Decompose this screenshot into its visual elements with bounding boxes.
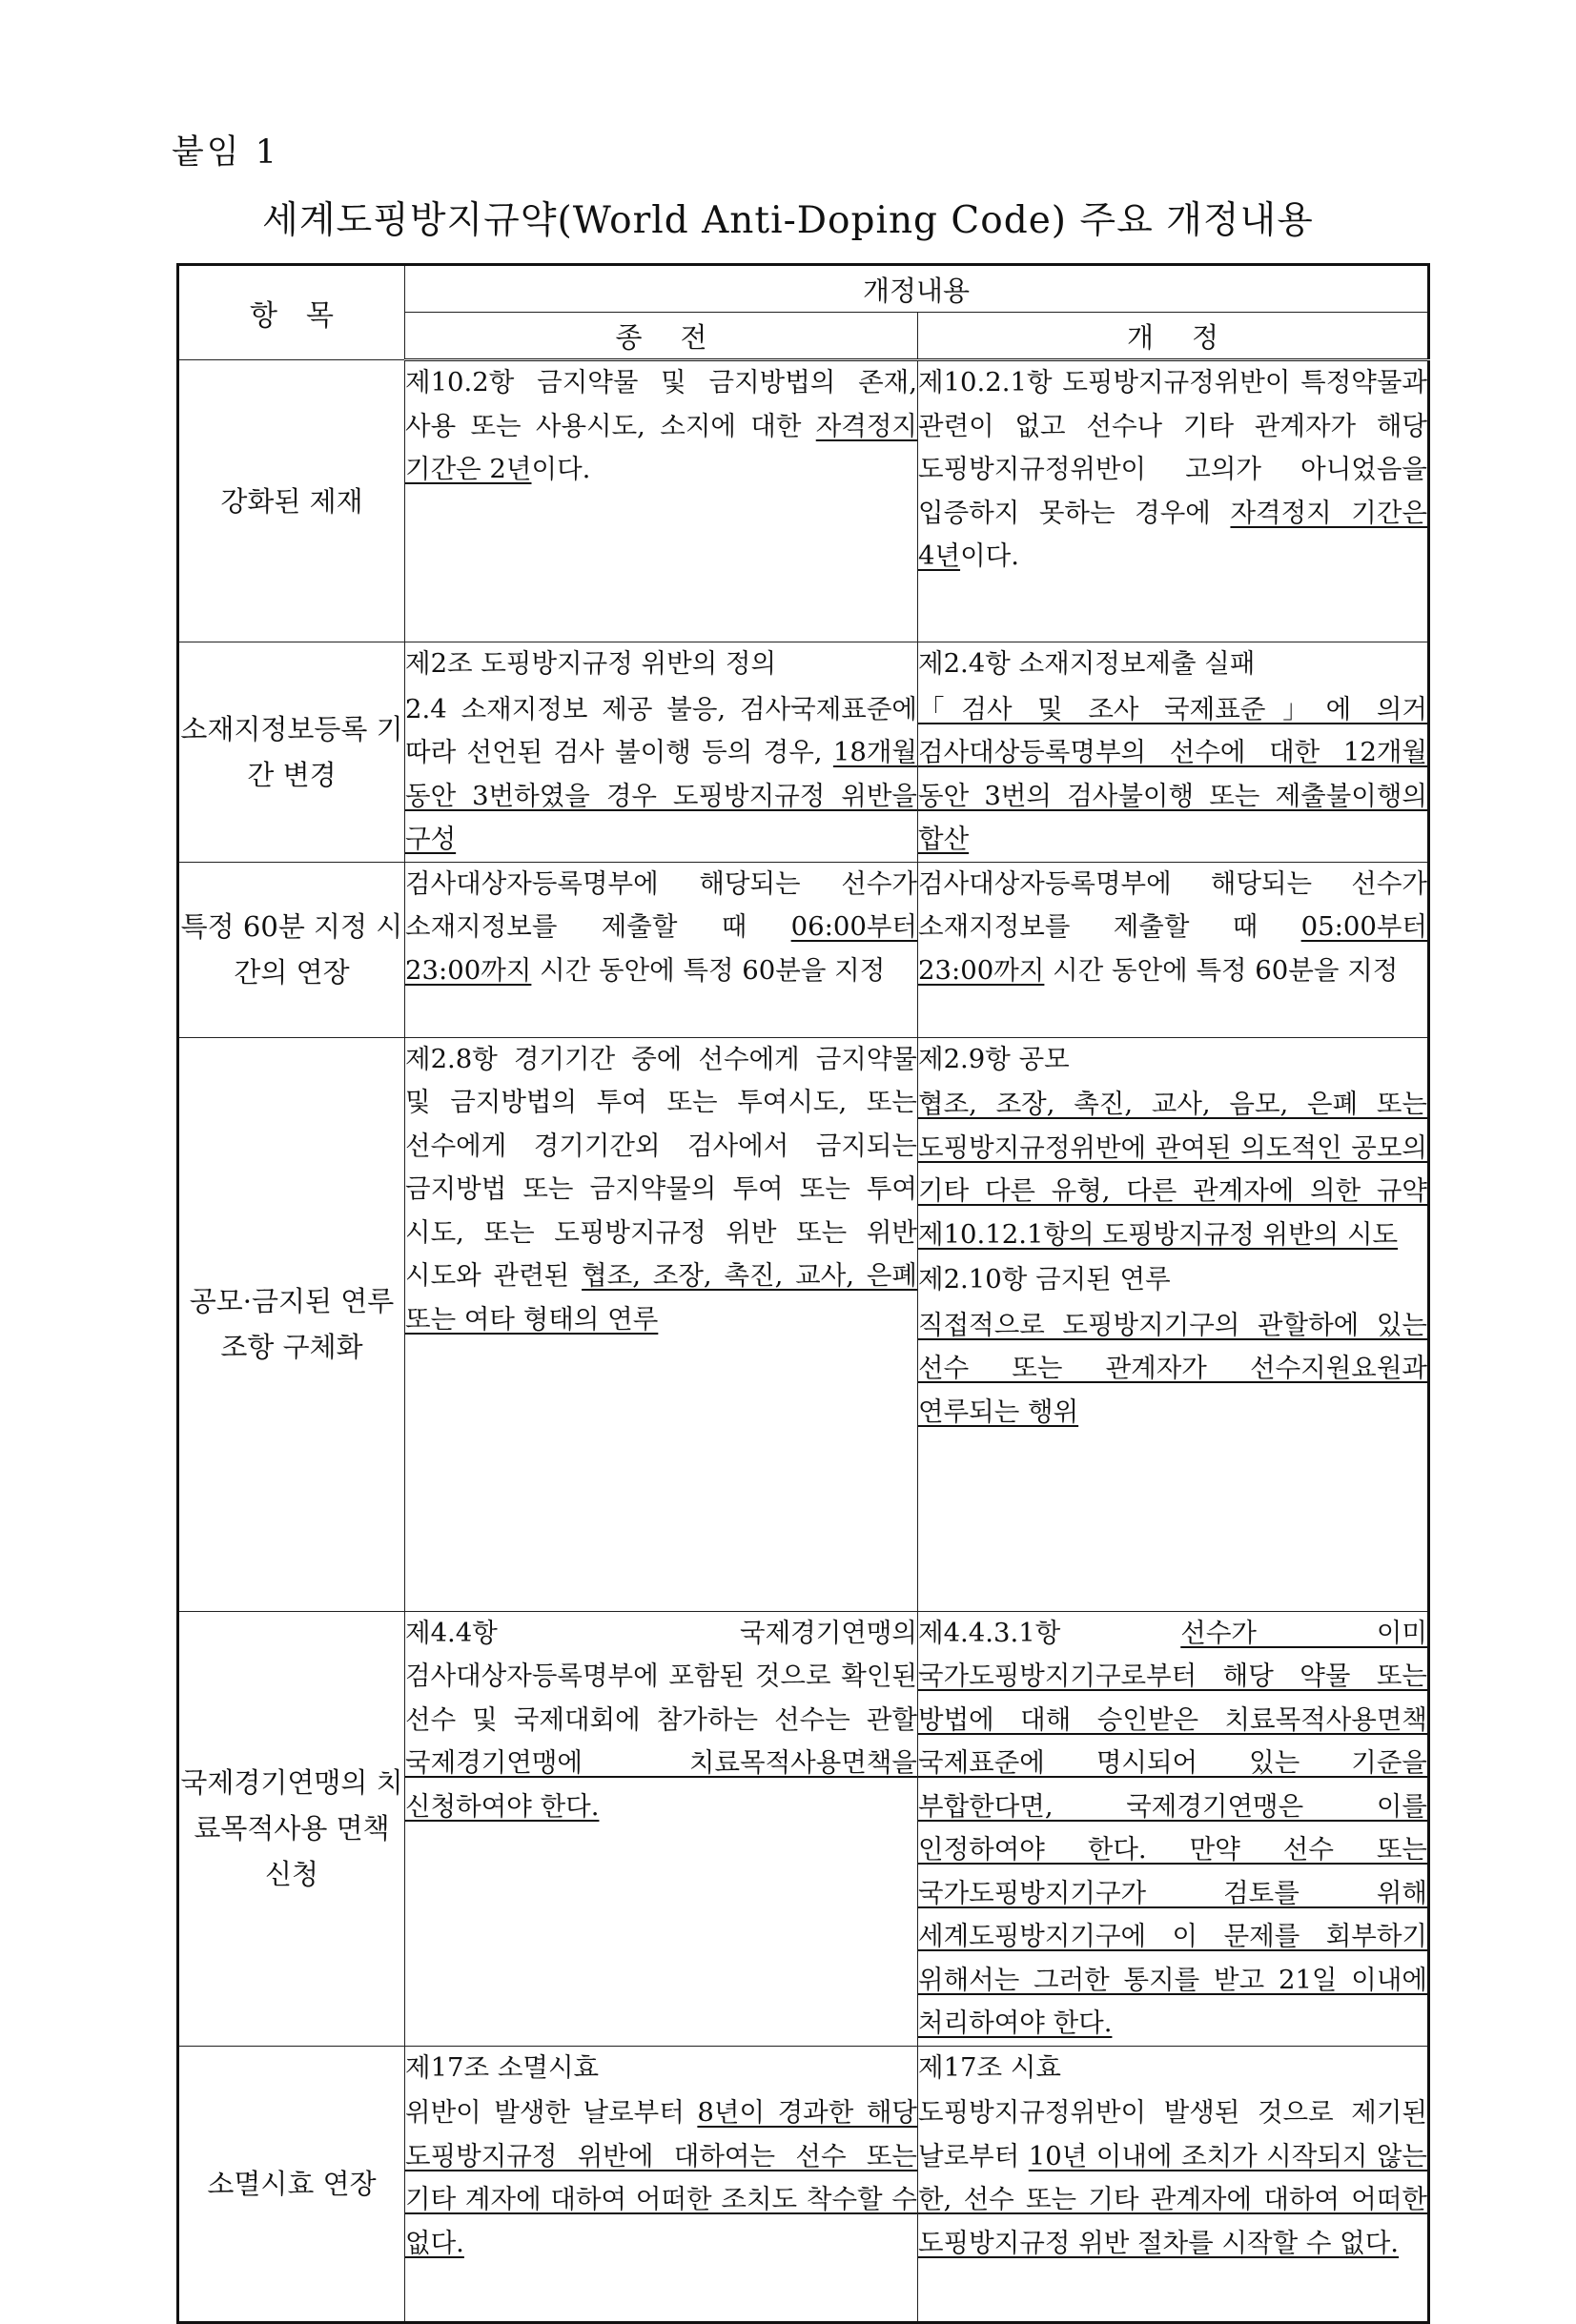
text-segment: 제2.4항 소재지정보제출 실패	[918, 648, 1256, 679]
text-segment: 제17조 시효	[918, 2051, 1061, 2083]
row-item-label: 국제경기연맹의 치료목적사용 면책 신청	[178, 1611, 405, 2046]
underlined-text: 05:00부터 23:00까지	[918, 911, 1427, 986]
row-item-label: 소멸시효 연장	[178, 2046, 405, 2322]
table-row	[178, 1037, 1429, 1611]
text-segment: 시간 동안에 특정 60분을 지정	[531, 954, 886, 986]
cell-after	[918, 360, 1429, 642]
underlined-text: 선수가 이미 국가도핑방지기구로부터 해당 약물 또는 방법에 대해 승인받은 치료목적사용면책 국제표준에 명시되어 있는 기준을 부합한다면, 국제경기연맹은 이를 인정하여야 한다. 만약 선수 또는 국가도핑방지기구가 검토를 위해 세계도핑방지기구에 이 문제를 회부하기 위해서는 그러한 통지를 받고 21일 이내에 처리하여야 한다.	[918, 1617, 1427, 2038]
text-segment: 이다.	[531, 454, 591, 484]
text-segment: 제2.9항 공모	[918, 1043, 1070, 1074]
cell-paragraph	[918, 1304, 1427, 1435]
underlined-text: 10년 이내에 조치가 시작되지 않는 한, 선수 또는 기타 관계자에 대하여 어떠한 도핑방지규정 위반 절차를 시작할 수 없다.	[918, 2140, 1427, 2258]
row-item-label: 강화된 제재	[178, 360, 405, 642]
cell-paragraph	[918, 1083, 1427, 1256]
text-segment: 위반이 발생한 날로부터	[405, 2097, 698, 2128]
table-row	[178, 642, 1429, 863]
text-segment: 2.4 소재지정보 제공 불응, 검사국제표준에 따라 선언된 검사 불이행 등의 경우,	[405, 693, 917, 767]
cell-paragraph	[918, 2091, 1427, 2265]
cell-paragraph	[405, 642, 917, 686]
header-before: 종전	[405, 313, 918, 360]
cell-before	[405, 360, 918, 642]
revision-table	[176, 263, 1430, 2324]
text-segment: 제2.8항 경기기간 중에 선수에게 금지약물 및 금지방법의 투여 또는 투여시도, 또는 선수에게 경기기간외 검사에서 금지되는 금지방법 또는 금지약물의 투여 또는 투여 시도, 또는 도핑방지규정 위반 또는 위반 시도와 관련된	[405, 1043, 917, 1291]
text-segment: 제17조 소멸시효	[405, 2051, 600, 2083]
cell-before	[405, 2046, 918, 2322]
cell-paragraph	[405, 2091, 917, 2265]
row-item-label: 소재지정보등록 기간 변경	[178, 642, 405, 863]
row-item-label: 공모·금지된 연루 조항 구체화	[178, 1037, 405, 1611]
cell-paragraph	[405, 2047, 917, 2090]
cell-paragraph	[918, 2047, 1427, 2090]
cell-before	[405, 1037, 918, 1611]
underlined-text: 「검사 및 조사 국제표준」에 의거 검사대상등록명부의 선수에 대한 12개월 동안 3번의 검사불이행 또는 제출불이행의 합산	[918, 693, 1427, 854]
underlined-text: 8년이 경과한 해당 도핑방지규정 위반에 대하여는 선수 또는 기타 계자에 대하여 어떠한 조치도 착수할 수 없다.	[405, 2097, 917, 2258]
cell-paragraph	[918, 863, 1427, 993]
cell-after	[918, 2046, 1429, 2322]
cell-after	[918, 1037, 1429, 1611]
cell-paragraph	[405, 1612, 917, 1829]
cell-before	[405, 862, 918, 1037]
cell-paragraph	[405, 1038, 917, 1342]
cell-paragraph	[405, 688, 917, 862]
cell-paragraph	[918, 642, 1427, 686]
text-segment: 제4.4.3.1항	[918, 1617, 1181, 1648]
cell-paragraph	[918, 1038, 1427, 1082]
underlined-text: 06:00부터 23:00까지	[405, 911, 917, 986]
underlined-text: 18개월 동안 3번하였을 경우 도핑방지규정 위반을 구성	[405, 737, 917, 854]
cell-paragraph	[405, 361, 917, 492]
cell-paragraph	[405, 863, 917, 993]
text-segment: 도핑방지규정위반이 발생된 것으로 제기된 날로부터	[918, 2097, 1427, 2171]
cell-paragraph	[918, 688, 1427, 862]
text-segment: 시간 동안에 특정 60분을 지정	[1044, 954, 1399, 986]
cell-paragraph	[918, 1612, 1427, 2046]
cell-after	[918, 642, 1429, 863]
text-segment: 이다.	[960, 540, 1019, 571]
table-row	[178, 1611, 1429, 2046]
table-row	[178, 360, 1429, 642]
underlined-text: 협조, 조장, 촉진, 교사, 음모, 은폐 또는 도핑방지규정위반에 관여된 의도적인 공모의 기타 다른 유형, 다른 관계자에 의한 규약 제10.12.1항의 도핑방지규정 위반의 시도	[918, 1089, 1427, 1250]
cell-paragraph	[918, 1258, 1427, 1302]
cell-after	[918, 862, 1429, 1037]
text-segment: 제2.10항 금지된 연루	[918, 1264, 1171, 1295]
cell-after	[918, 1611, 1429, 2046]
document-title: 세계도핑방지규약(World Anti-Doping Code) 주요 개정내용	[262, 199, 1314, 242]
header-changes: 개정내용	[405, 265, 1429, 313]
underlined-text: 자격정지 기간은 4년	[918, 497, 1428, 571]
cell-before	[405, 1611, 918, 2046]
attachment-label: 붙임 1	[172, 133, 280, 172]
text-segment: 제4.4항 국제경기연맹의 검사대상자등록명부에 포함된 것으로 확인된 선수 및 국제대회에 참가하는 선수는 관할	[405, 1617, 917, 1735]
underlined-text: 자격정지 기간은 2년	[405, 410, 917, 484]
text-segment: 제10.2항 금지약물 및 금지방법의 존재, 사용 또는 사용시도, 소지에 대한	[405, 367, 917, 441]
text-segment: 검사대상자등록명부에 해당되는 선수가 소재지정보를 제출할 때	[405, 867, 917, 942]
row-item-label: 특정 60분 지정 시간의 연장	[178, 862, 405, 1037]
underlined-text: 국제경기연맹에 치료목적사용면책을 신청하여야 한다.	[405, 1747, 917, 1822]
text-segment: 제2조 도핑방지규정 위반의 정의	[405, 648, 777, 679]
header-item: 항목	[178, 265, 405, 360]
header-after: 개정	[918, 313, 1429, 360]
cell-paragraph	[918, 361, 1427, 579]
underlined-text: 직접적으로 도핑방지기구의 관할하에 있는 선수 또는 관계자가 선수지원요원과 연루되는 행위	[918, 1309, 1427, 1427]
text-segment: 제10.2.1항 도핑방지규정위반이 특정약물과 관련이 없고 선수나 기타 관계자가 해당 도핑방지규정위반이 고의가 아니었음을 입증하지 못하는 경우에	[918, 367, 1427, 528]
table-row	[178, 862, 1429, 1037]
text-segment: 검사대상자등록명부에 해당되는 선수가 소재지정보를 제출할 때	[918, 867, 1427, 942]
cell-before	[405, 642, 918, 863]
table-row	[178, 2046, 1429, 2322]
underlined-text: 협조, 조장, 촉진, 교사, 은폐 또는 여타 형태의 연루	[405, 1260, 917, 1335]
